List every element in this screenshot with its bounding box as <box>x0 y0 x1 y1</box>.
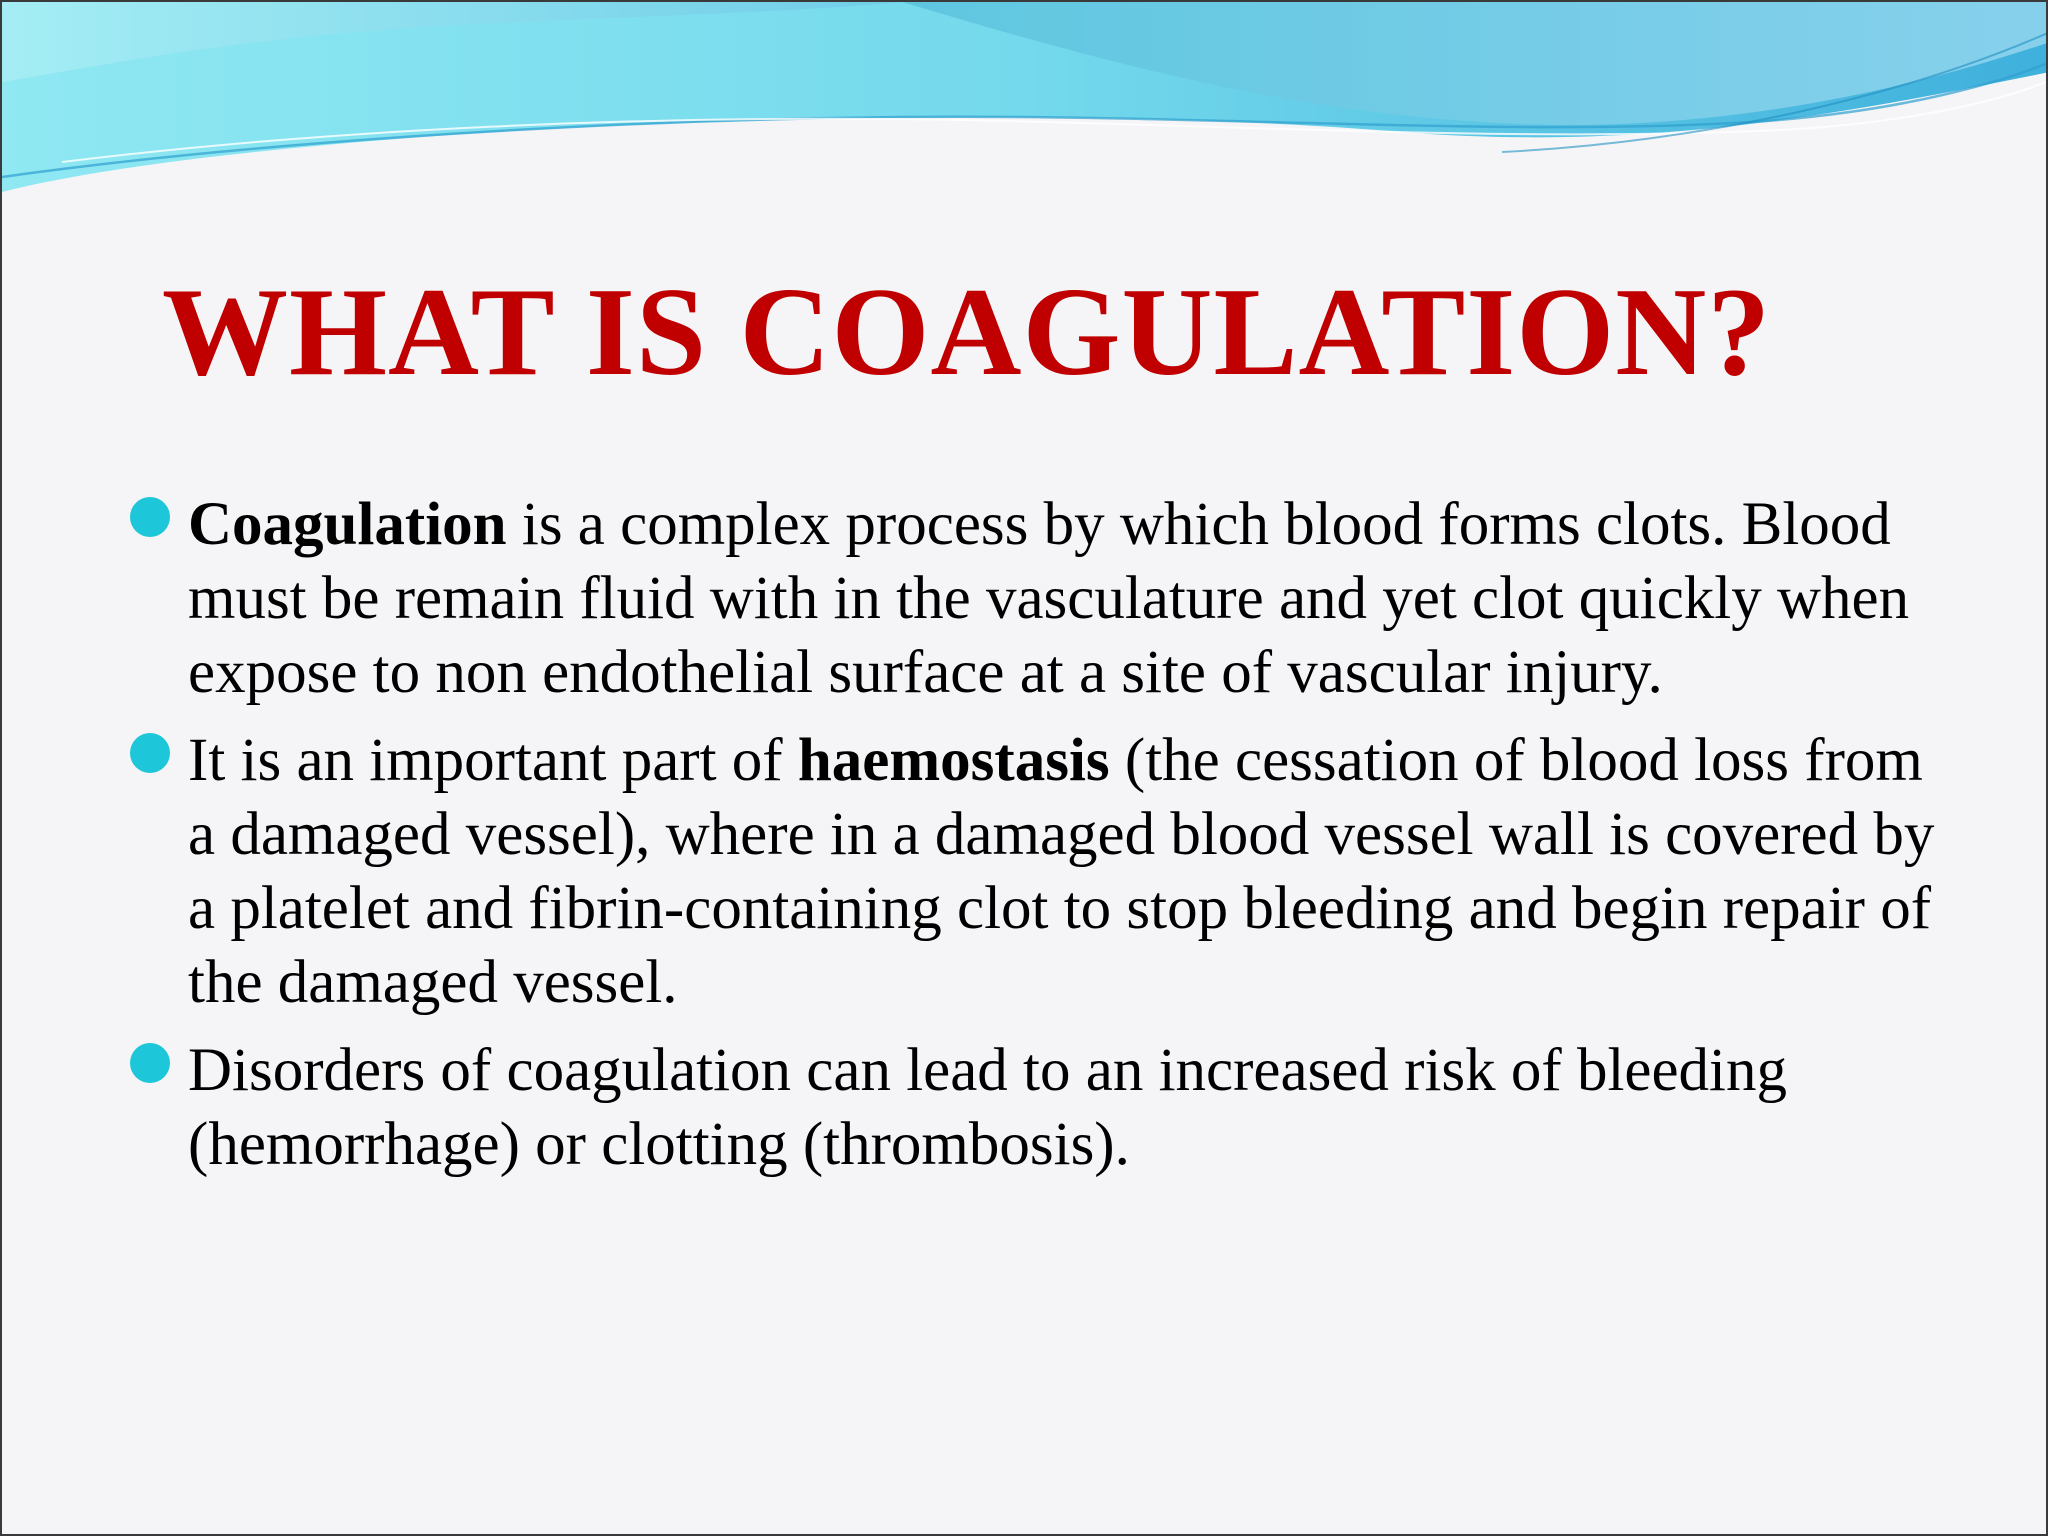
bullet-item-coagulation <box>130 488 1960 710</box>
bullet-item-haemostasis <box>130 724 1960 1020</box>
bullet-text-after: (the cessation of blood loss from a damaged vessel), where in a damaged blood vessel wall is covered by a platelet and fibrin-containing clot to stop bleeding and begin repair of the damaged vessel. <box>188 727 1935 1016</box>
bullet-text: is a complex process by which blood forms clots. Blood must be remain fluid with in the vasculature and yet clot quickly when expose to non endothelial surface at a site of vascular injury. <box>188 491 1910 706</box>
bullet-bold-term: haemostasis <box>797 727 1110 794</box>
wave-header-decoration <box>2 2 2048 242</box>
bullet-dot-icon <box>130 733 170 773</box>
bullet-dot-icon <box>130 497 170 537</box>
bullet-item-disorders <box>130 1034 1960 1182</box>
bullet-dot-icon <box>130 1043 170 1083</box>
bullet-list <box>130 488 1960 1196</box>
slide-title: WHAT IS COAGULATION? <box>162 263 1772 402</box>
bullet-bold-term: Coagulation <box>188 491 507 558</box>
bullet-text: Disorders of coagulation can lead to an increased risk of bleeding (hemorrhage) or clotting (thrombosis). <box>188 1037 1787 1178</box>
bullet-text-before: It is an important part of <box>188 727 798 794</box>
